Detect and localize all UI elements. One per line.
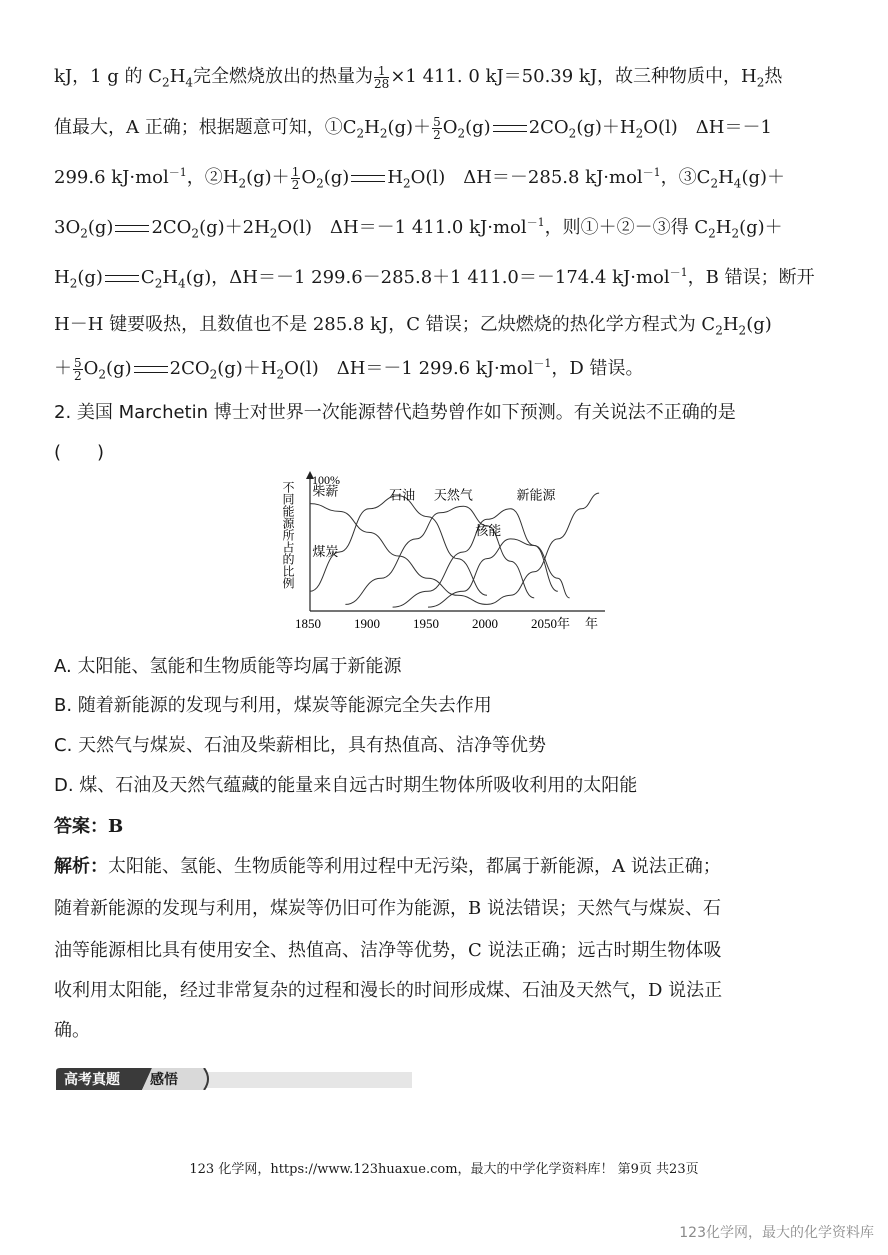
x-tick-2: 1950 <box>413 616 439 631</box>
banner-left-text: 高考真题 <box>64 1072 120 1088</box>
solution-line-7: ＋ $\frac{5}{2}$ $O_2(g)$ $2CO_2(g)+H_2O(l)$ ΔH＝－1 299.6 kJ·mol$^{-1}$，D 错误。 <box>54 355 644 383</box>
banner-right-text: 感悟 <box>150 1072 178 1088</box>
series-label-4: 核能 <box>475 524 502 539</box>
series-layer <box>310 493 599 607</box>
option-a: A. 太阳能、氢能和生物质能等均属于新能源 <box>54 656 402 677</box>
fraction-1-28: $\frac{1}{28}$ <box>374 63 390 91</box>
page-footer: 123 化学网，https://www.123huaxue.com，最大的中学化学资料库！ 第9页 共23页 <box>189 1162 699 1177</box>
solution-line-1: kJ，1 g 的 $C_2H_4$完全燃烧放出的热量为 $\frac{1}{28}$ ×1 411. 0 kJ＝50.39 kJ，故三种物质中，$H_2$热 <box>54 63 783 91</box>
series-line-5 <box>487 493 599 604</box>
answer-value: B <box>108 816 124 837</box>
solution-line-6: H－H 键要吸热，且数值也不是 285.8 kJ，C 错误；乙炔燃烧的热化学方程式为 $C_2H_2(g)$ <box>54 314 772 338</box>
analysis-line-4: 收利用太阳能，经过非常复杂的过程和漫长的时间形成煤、石油及天然气，D 说法正 <box>54 980 723 1001</box>
series-label-3: 天然气 <box>433 488 473 504</box>
series-label-1: 煤炭 <box>312 545 339 560</box>
series-line-2 <box>345 506 534 604</box>
labels-layer <box>312 484 556 560</box>
fraction-1-2: $\frac{1}{2}$ <box>291 164 300 192</box>
equals-arrow <box>351 175 385 182</box>
x-tick-0: 1850 <box>295 616 321 631</box>
series-label-5: 新能源 <box>516 488 556 504</box>
solution-line-3: 299.6 kJ·mol$^{-1}$，$②H_2(g)+$ $\frac{1}{2}$ $O_2(g)$ $H_2O(l)$ ΔH＝－285.8 kJ·mol$^{-1}$，$③C_2H_4(g)+$ <box>54 164 786 192</box>
answer-label: 答案： <box>54 816 108 837</box>
watermark: 123化学网，最大的化学资料库 <box>679 1225 874 1241</box>
solution-line-5: $H_2(g)$ $C_2H_4(g)$，ΔH＝－1 299.6－285.8＋1 411.0＝－174.4 kJ·mol$^{-1}$，B 错误；断开 <box>54 266 815 291</box>
equals-arrow <box>105 275 139 282</box>
analysis-line-5: 确。 <box>54 1020 90 1041</box>
option-d: D. 煤、石油及天然气蕴藏的能量来自远古时期生物体所吸收利用的太阳能 <box>54 775 638 796</box>
x-tick-1: 1900 <box>354 616 380 631</box>
answer-row <box>54 812 123 838</box>
option-b: B. 随着新能源的发现与利用，煤炭等能源完全失去作用 <box>54 695 492 716</box>
series-label-2: 石油 <box>389 488 416 504</box>
analysis-line-1: 解析：太阳能、氢能、生物质能等利用过程中无污染，都属于新能源，A 说法正确； <box>54 856 721 877</box>
analysis-line-2: 随着新能源的发现与利用，煤炭等仍旧可作为能源，B 说法错误；天然气与煤炭、石 <box>54 898 721 919</box>
equals-arrow <box>115 225 149 232</box>
equals-arrow <box>493 125 527 132</box>
solution-line-4: $3O_2(g)$ $2CO_2(g)+2H_2O(l)$ ΔH＝－1 411.0 kJ·mol$^{-1}$，则①＋②－③得 $C_2H_2(g)+$ <box>54 216 783 241</box>
fraction-5-2: $\frac{5}{2}$ <box>433 114 441 142</box>
option-c: C. 天然气与煤炭、石油及柴薪相比，具有热值高、洁净等优势 <box>54 735 547 756</box>
analysis-line-3: 油等能源相比具有使用安全、热值高、洁净等优势，C 说法正确；远古时期生物体吸 <box>54 940 722 961</box>
equals-arrow <box>134 366 168 373</box>
x-tick-4: 2050年 <box>531 616 571 631</box>
x-axis-label: 年 <box>585 617 599 632</box>
y-tick-100: 100% <box>312 473 340 487</box>
solution-line-2: 值最大，A 正确；根据题意可知，$①C_2H_2(g)+$ $\frac{5}{2}$ $O_2(g)$ $2CO_2(g)+H_2O(l)$ ΔH＝－1 <box>54 114 772 142</box>
energy-trend-chart <box>280 466 610 636</box>
section-banner <box>56 1068 412 1090</box>
answer-blank: ( ) <box>54 442 105 463</box>
fraction-5-2: $\frac{5}{2}$ <box>74 355 82 383</box>
analysis-label: 解析： <box>54 856 108 877</box>
ticks-layer <box>295 616 570 631</box>
question-stem: 2. 美国 Marchetin 博士对世界一次能源替代趋势曾作如下预测。有关说法不正确的是 <box>54 402 736 423</box>
series-label-0: 柴薪 <box>312 484 339 500</box>
x-tick-3: 2000 <box>472 616 498 631</box>
y-axis-label: 不同能源所占的比例 <box>281 481 295 589</box>
